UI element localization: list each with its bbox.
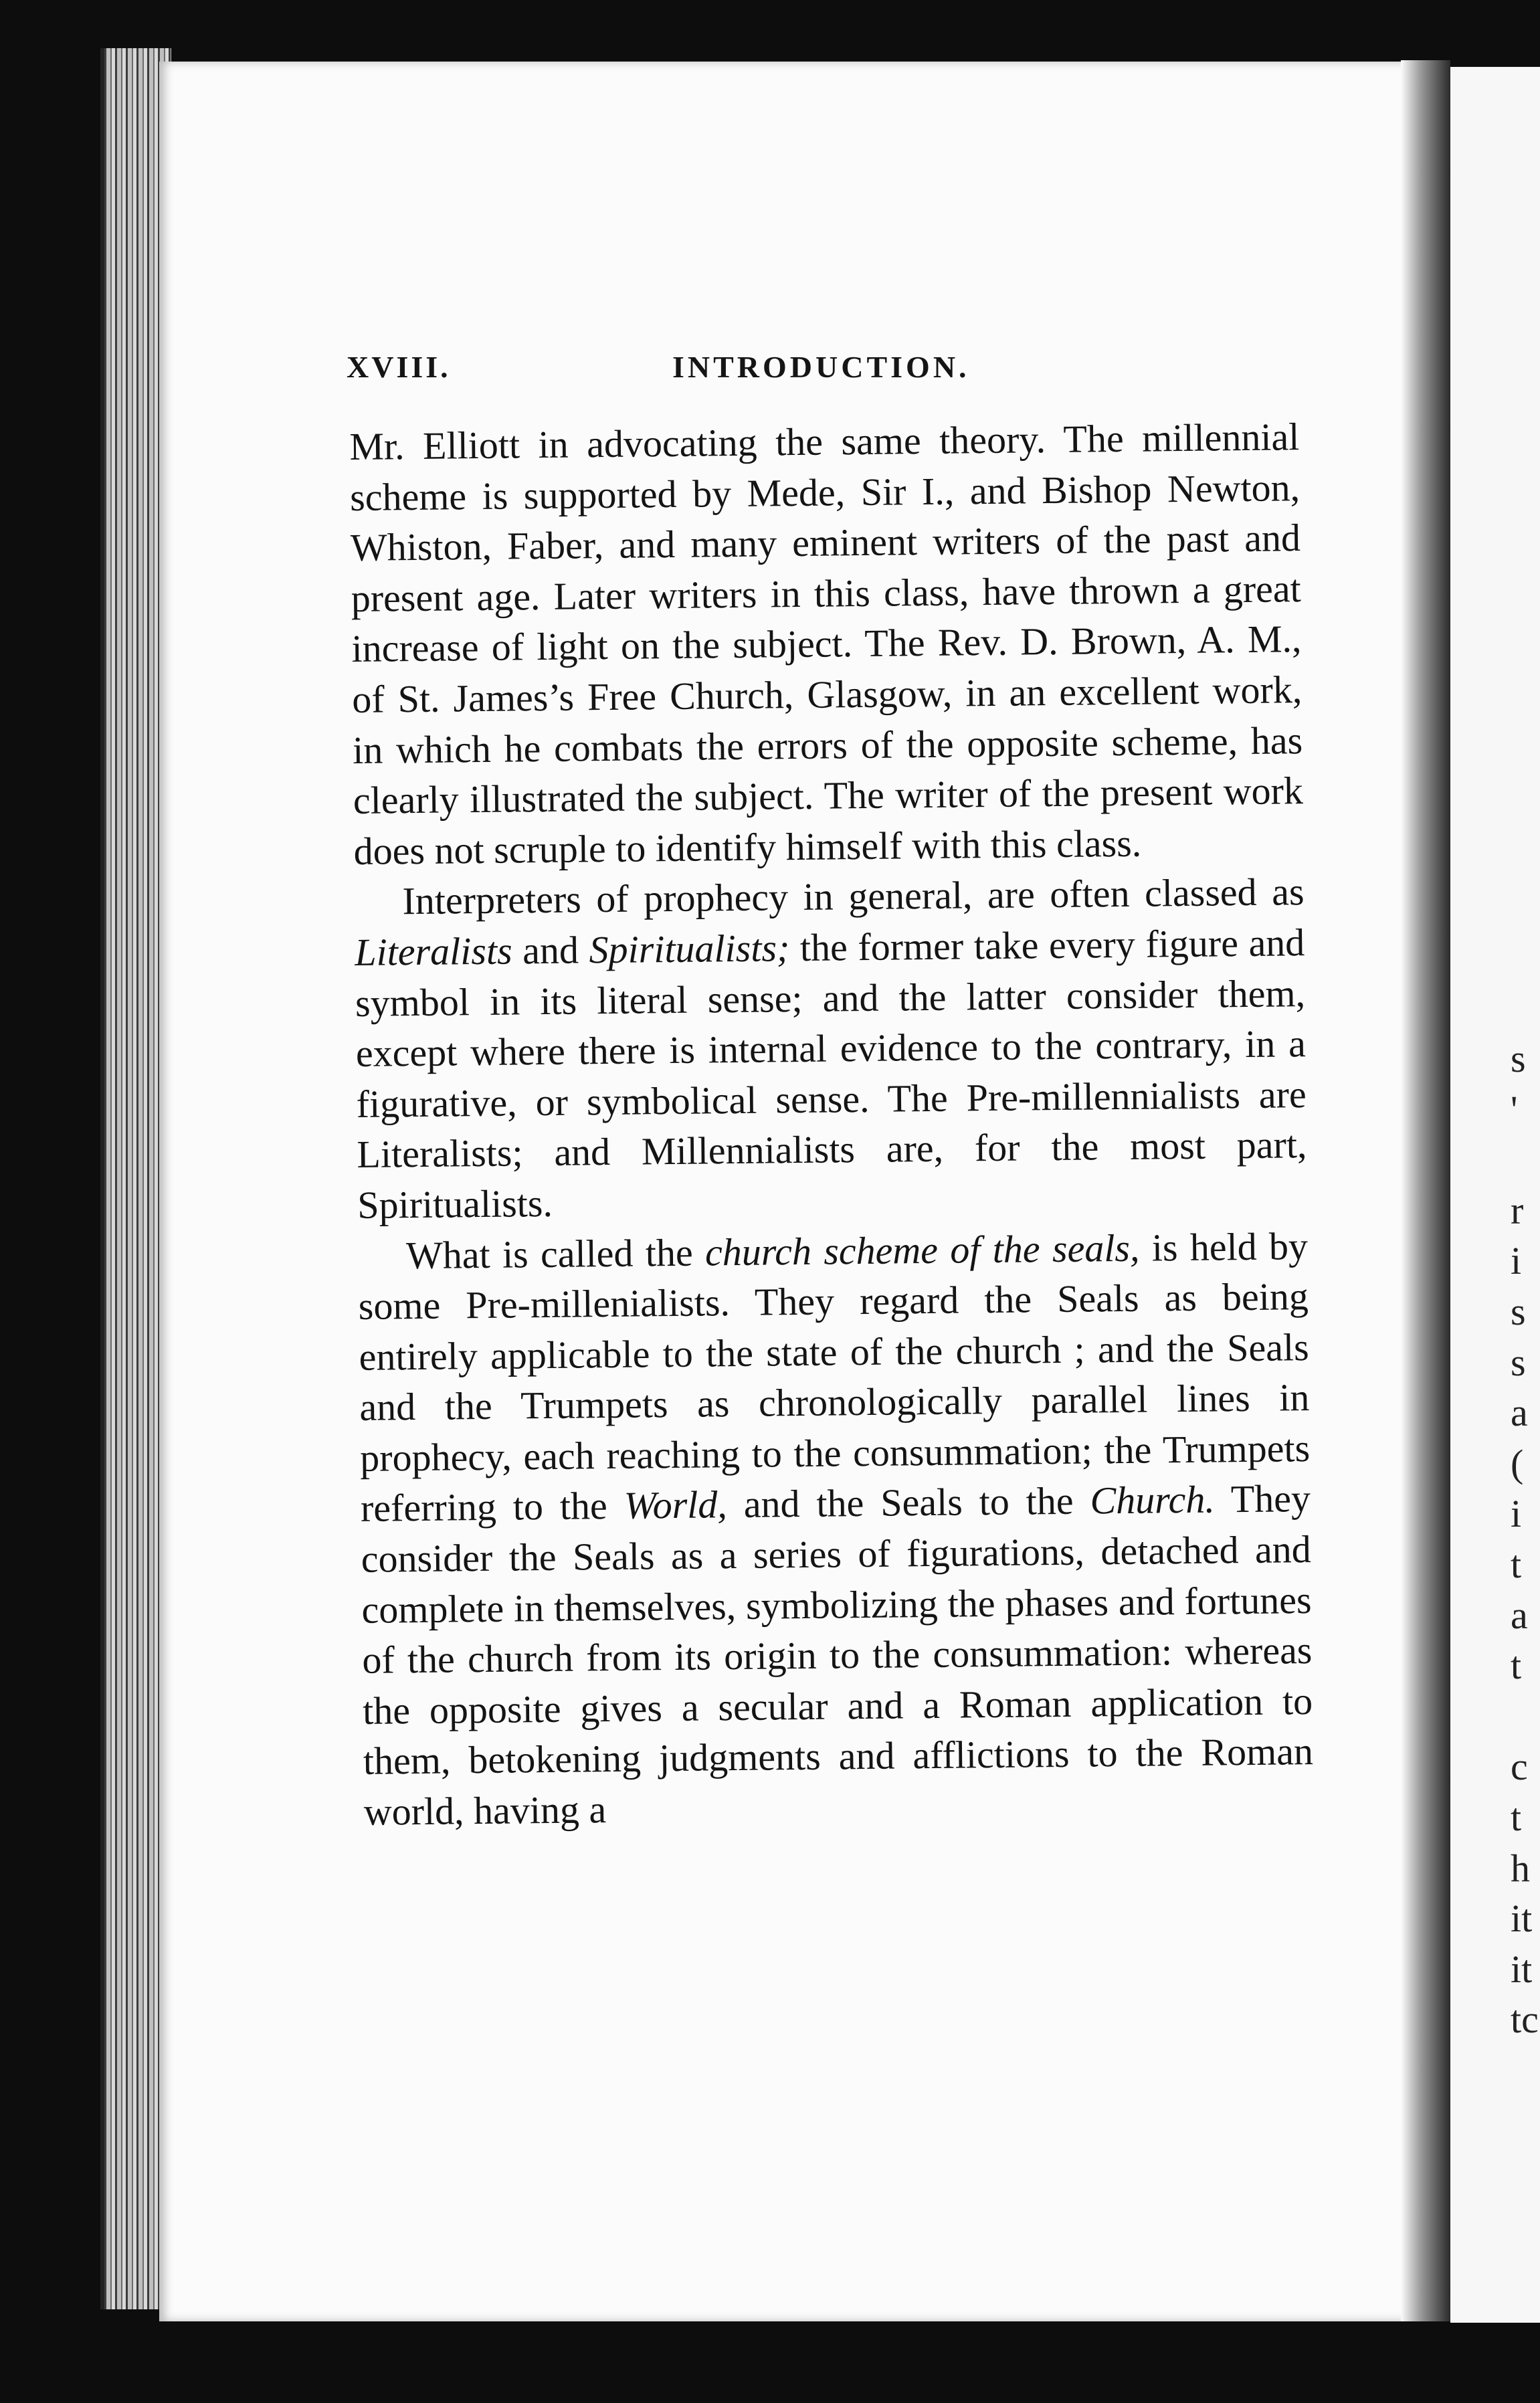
paragraph	[354, 866, 1307, 1230]
facing-page-fragment: it	[1511, 1947, 1533, 1991]
facing-page-fragment: r	[1511, 1188, 1524, 1232]
facing-page-fragment: i	[1511, 1492, 1522, 1536]
italic-run: Church.	[1090, 1478, 1216, 1523]
facing-page-fragment: tc	[1511, 1998, 1539, 2042]
text-run: What is called the	[405, 1230, 706, 1277]
facing-page-fragment: t	[1511, 1542, 1522, 1586]
gutter-shadow	[1401, 60, 1450, 2321]
facing-page-fragment: h	[1511, 1846, 1530, 1890]
text-run: and	[512, 928, 589, 973]
facing-page-fragment: s	[1511, 1340, 1526, 1384]
facing-page-fragment: i	[1511, 1239, 1522, 1283]
facing-page-fragment: a	[1511, 1391, 1528, 1435]
text-run: They consider the Seals as a series of figurations, detached and complete in themselves, symbolizing the phases and fortunes of the church from its origin to the consummation: whereas the opposite gives a secular and a Roman application to them, betokening judgments and afflictions to the Roman world, having a	[361, 1476, 1314, 1834]
body-text	[349, 411, 1314, 1837]
facing-page-fragment: '	[1511, 1087, 1518, 1131]
facing-page-fragment: (	[1511, 1441, 1524, 1485]
facing-page-fragment: s	[1511, 1289, 1526, 1333]
facing-page-fragment: t	[1511, 1644, 1522, 1688]
facing-page-fragment: t	[1511, 1795, 1522, 1839]
facing-page-fragment	[1511, 1135, 1540, 1185]
text-run: and the Seals to the	[727, 1478, 1090, 1527]
italic-run: Literalists	[354, 929, 512, 974]
facing-page-fragment: a	[1511, 1593, 1528, 1637]
facing-page-letters	[1511, 1034, 1540, 2045]
italic-run: church scheme of the seals,	[704, 1226, 1140, 1274]
text-run: Mr. Elliott in advocating the same theory. The millennial scheme is supported by Mede, Sir I., and Bishop Newton, Whiston, Faber, and many eminent writers of the past and present age. Later writers in this class, have thrown a great increase of light on the subject. The Rev. D. Brown, A. M., of St. James’s Free Church, Glasgow, in an excellent work, in which he combats the errors of the opposite scheme, has clearly illustrated the subject. The writer of the present work does not scruple to identify himself with this class.	[349, 415, 1304, 873]
text-run: the former take every figure and symbol in its literal sense; and the latter consider them, except where there is internal evidence to the contrary, in a figurative, or symbolical sense. The Pre-millennialists are Literalists; and Millennialists are, for the most part, Spiritualists.	[355, 921, 1307, 1227]
italic-run: Spiritualists;	[589, 926, 790, 972]
text-run: is held by some Pre-millenialists. They regard the Seals as being entirely applicable to the state of the church ; and the Seals and the Trumpets as chronologically parallel lines in prophecy, each reaching to the consummation; the Trumpets referring to the	[358, 1224, 1311, 1531]
paragraph	[349, 411, 1304, 876]
facing-page-fragment: it	[1511, 1897, 1533, 1941]
page-number: XVIII.	[347, 350, 451, 384]
text-run: Interpreters of prophecy in general, are often classed as	[402, 870, 1305, 923]
facing-page-fragment: s	[1511, 1037, 1526, 1080]
facing-page-fragment: c	[1511, 1745, 1528, 1789]
running-head: INTRODUCTION.	[672, 350, 970, 384]
paragraph	[358, 1221, 1314, 1838]
facing-page-fragment	[1511, 1691, 1540, 1742]
italic-run: World,	[623, 1482, 728, 1528]
